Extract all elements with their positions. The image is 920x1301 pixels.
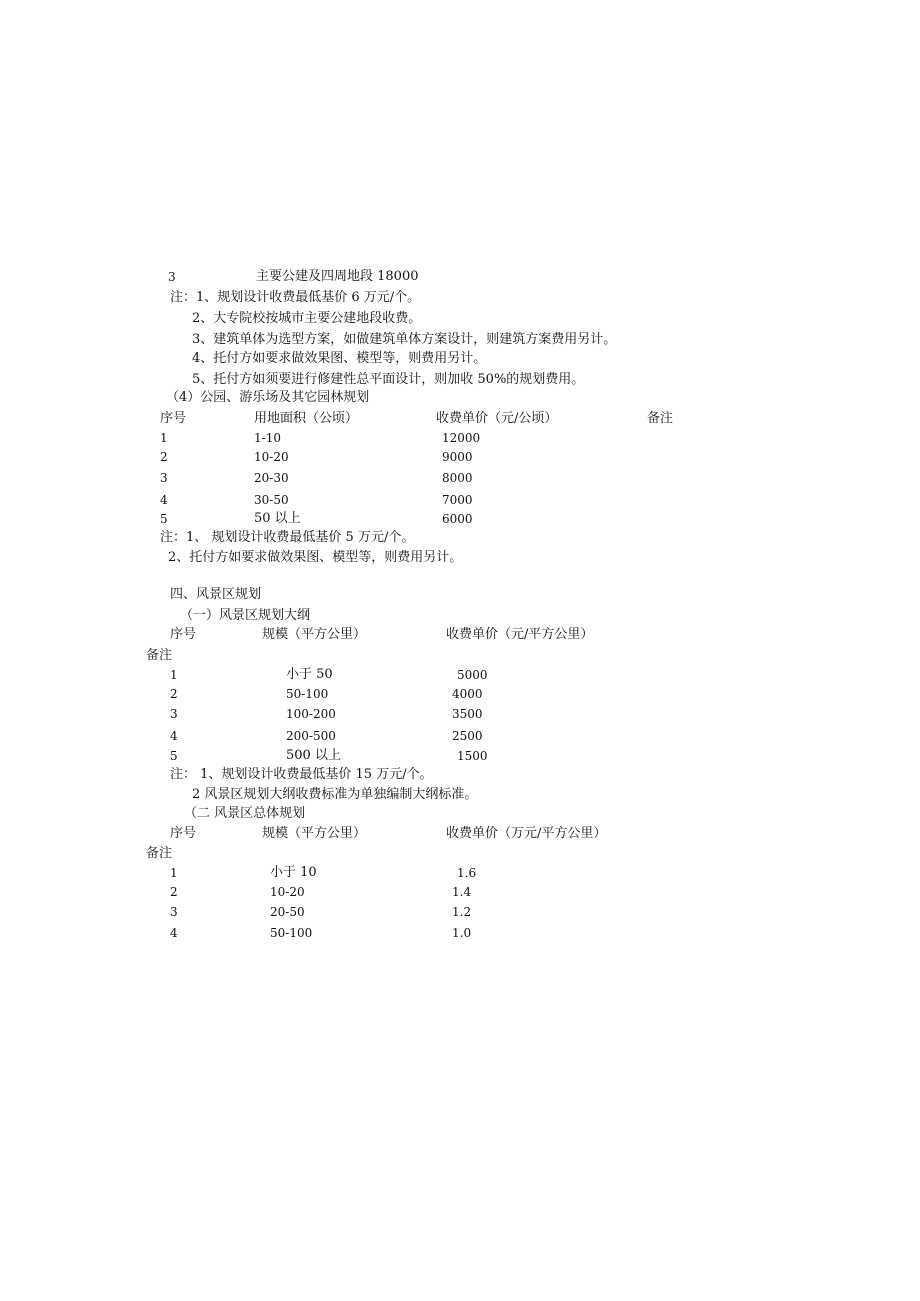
table-cell: 6000: [442, 512, 473, 526]
table-cell: 3: [160, 471, 168, 485]
table-cell: 30-50: [254, 493, 289, 507]
table-cell: 50-100: [270, 926, 313, 940]
note-line: 5、托付方如须要进行修建性总平面设计，则加收 50%的规划费用。: [192, 372, 585, 387]
note-line: 注： 1、规划设计收费最低基价 15 万元/个。: [170, 767, 433, 782]
table-cell: 50-100: [286, 687, 329, 701]
table-cell: 小于 10: [270, 865, 317, 880]
table-cell: 1: [170, 668, 178, 682]
table-cell: 5: [170, 749, 178, 763]
column-header: 规模（平方公里）: [262, 826, 367, 841]
table-cell: 20-30: [254, 471, 289, 485]
table-cell: 12000: [442, 431, 481, 445]
column-header: 收费单价（元/公顷）: [436, 411, 558, 426]
table-cell: 2: [170, 687, 178, 701]
note-line: 注：1、规划设计收费最低基价 6 万元/个。: [170, 290, 421, 305]
section-title: 四、风景区规划: [170, 587, 262, 602]
table-cell: 10-20: [254, 450, 289, 464]
table-cell: 1-10: [254, 431, 281, 445]
table-cell: 100-200: [286, 707, 336, 721]
column-header: 用地面积（公顷）: [254, 411, 359, 426]
column-header: 收费单价（万元/平方公里）: [446, 826, 607, 841]
table-cell: 1: [160, 431, 168, 445]
column-header: 备注: [146, 648, 173, 663]
table-cell: 1500: [457, 749, 488, 763]
table-cell: 500 以上: [286, 748, 341, 763]
note-line: 2、大专院校按城市主要公建地段收费。: [192, 311, 422, 326]
table-cell: 小于 50: [286, 667, 333, 682]
column-header: 序号: [160, 411, 187, 426]
table-cell: 1.0: [452, 926, 472, 940]
note-line: 4、托付方如要求做效果图、模型等，则费用另计。: [192, 351, 487, 366]
table-cell: 1.4: [452, 885, 472, 899]
table-cell: 5000: [457, 668, 488, 682]
table-cell: 200-500: [286, 729, 336, 743]
column-header: 规模（平方公里）: [262, 627, 367, 642]
table-cell: 3: [170, 707, 178, 721]
column-header: 序号: [170, 826, 197, 841]
table-cell: 20-50: [270, 905, 305, 919]
row-number: 3: [168, 270, 176, 284]
table-cell: 4000: [452, 687, 483, 701]
table-cell: 5: [160, 512, 168, 526]
note-line: 2、托付方如要求做效果图、模型等，则费用另计。: [168, 550, 463, 565]
table-cell: 4: [170, 926, 178, 940]
table-cell: 1: [170, 866, 178, 880]
table-cell: 9000: [442, 450, 473, 464]
column-header: 序号: [170, 627, 197, 642]
table-cell: 10-20: [270, 885, 305, 899]
note-line: 注：1、 规划设计收费最低基价 5 万元/个。: [160, 530, 415, 545]
table-cell: 4: [170, 729, 178, 743]
note-line: 2 风景区规划大纲收费标准为单独编制大纲标准。: [192, 787, 478, 802]
table-cell: 3500: [452, 707, 483, 721]
table-cell: 50 以上: [254, 511, 301, 526]
table-cell: 2500: [452, 729, 483, 743]
table-cell: 4: [160, 493, 168, 507]
subsection-title: （二 风景区总体规划: [184, 806, 306, 821]
column-header: 收费单价（元/平方公里）: [446, 627, 594, 642]
table-cell: 1.2: [452, 905, 472, 919]
subsection-title: （一）风景区规划大纲: [180, 608, 311, 623]
column-header: 备注: [647, 411, 674, 426]
note-line: 3、建筑单体为选型方案，如做建筑单体方案设计，则建筑方案费用另计。: [192, 332, 617, 347]
table-cell: 7000: [442, 493, 473, 507]
table-cell: 1.6: [457, 866, 477, 880]
table-cell: 3: [170, 905, 178, 919]
section-title: （4）公园、游乐场及其它园林规划: [166, 390, 370, 405]
table-cell: 2: [170, 885, 178, 899]
table-cell: 2: [160, 450, 168, 464]
column-header: 备注: [146, 846, 173, 861]
table-cell: 8000: [442, 471, 473, 485]
row-description: 主要公建及四周地段 18000: [256, 269, 419, 284]
